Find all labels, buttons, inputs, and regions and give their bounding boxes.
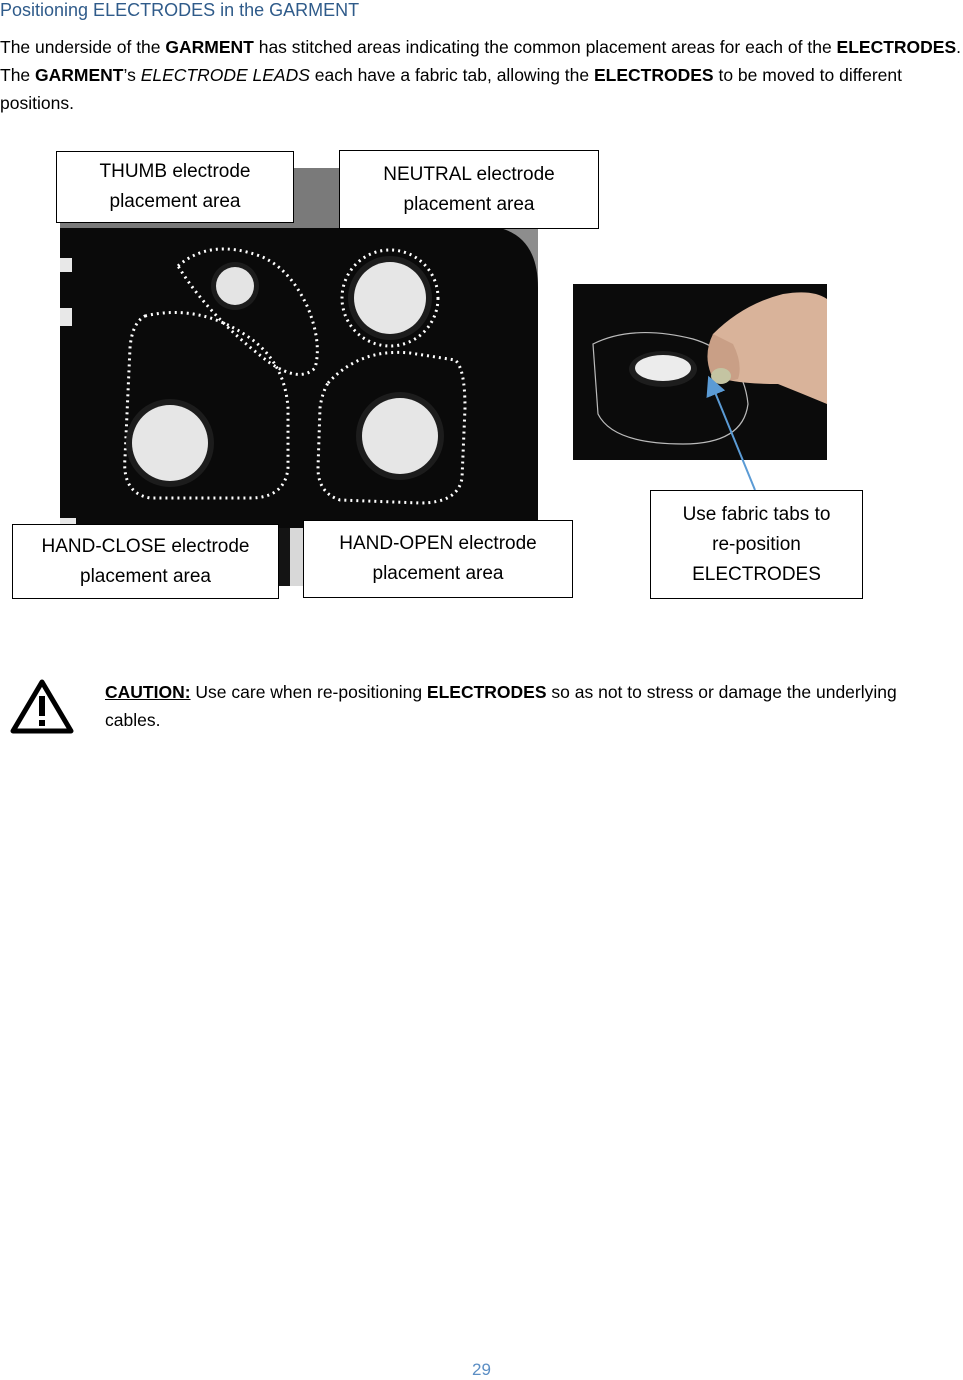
caution-text: CAUTION: Use care when re-positioning ELECTRODES so as not to stress or damage the underlying cables. bbox=[105, 682, 897, 730]
page-number: 29 bbox=[472, 1360, 491, 1379]
section-heading: Positioning ELECTRODES in the GARMENT bbox=[0, 0, 360, 20]
hand-open-callout: HAND-OPEN electrode placement area bbox=[303, 520, 573, 598]
intro-paragraph: The underside of the GARMENT has stitched areas indicating the common placement areas for each of the ELECTRODES. The GARMENT’s ELECTRODE LEADS each have a fabric tab, allowing the ELECTRODES to be moved to different positions. bbox=[0, 37, 962, 113]
fabric-tabs-callout: Use fabric tabs to re-position ELECTRODES bbox=[650, 490, 863, 599]
fabric-tab-photo bbox=[573, 284, 827, 460]
warning-triangle-icon bbox=[10, 678, 74, 734]
thumb-callout: THUMB electrode placement area bbox=[56, 151, 294, 223]
hand-close-callout: HAND-CLOSE electrode placement area bbox=[12, 524, 279, 599]
neutral-callout: NEUTRAL electrode placement area bbox=[339, 150, 599, 229]
